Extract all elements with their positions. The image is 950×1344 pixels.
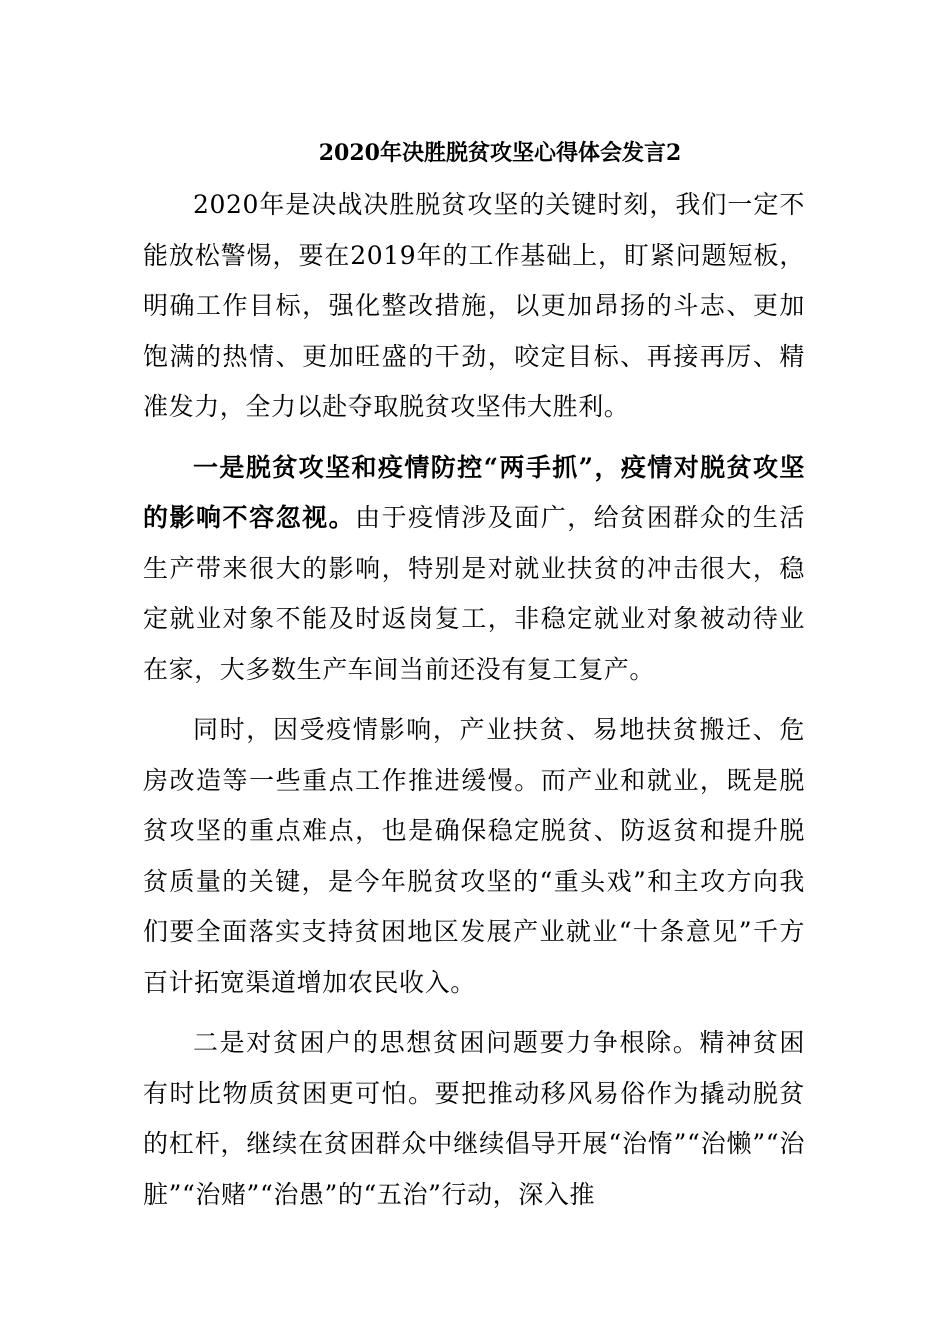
paragraph-4-text: 二是对贫困户的思想贫困问题要力争根除。精神贫困有时比物质贫困更可怕。要把推动移风易俗作为撬动脱贫的杠杆，继续在贫困群众中继续倡导开展“治惰”“治懒”“治脏”“治赌”“治愚”的“五治”行动，深入推 bbox=[143, 1028, 805, 1209]
paragraph-3 bbox=[143, 705, 805, 1008]
paragraph-1-text: 2020年是决战决胜脱贫攻坚的关键时刻，我们一定不能放松警惕，要在2019年的工作基础上，盯紧问题短板，明确工作目标，强化整改措施，以更加昂扬的斗志、更加饱满的热情、更加旺盛的干劲，咬定目标、再接再厉、精准发力，全力以赴夺取脱贫攻坚伟大胜利。 bbox=[143, 190, 805, 421]
paragraph-3-text: 同时，因受疫情影响，产业扶贫、易地扶贫搬迁、危房改造等一些重点工作推进缓慢。而产业和就业，既是脱贫攻坚的重点难点，也是确保稳定脱贫、防返贫和提升脱贫质量的关键，是今年脱贫攻坚的“重头戏”和主攻方向我们要全面落实支持贫困地区发展产业就业“十条意见”千方百计拓宽渠道增加农民收入。 bbox=[143, 715, 805, 997]
document-body bbox=[143, 180, 805, 1220]
paragraph-2-lead: 一是脱贫攻坚和疫情防控“两手抓”，疫情对脱贫攻坚的影响不容忽视。 bbox=[143, 452, 805, 532]
paragraph-4 bbox=[143, 1018, 805, 1220]
paragraph-2-text: 由于疫情涉及面广，给贫困群众的生活生产带来很大的影响，特别是对就业扶贫的冲击很大，稳定就业对象不能及时返岗复工，非稳定就业对象被动待业在家，大多数生产车间当前还没有复工复产。 bbox=[143, 503, 805, 684]
document-title: 2020年决胜脱贫攻坚心得体会发言2 bbox=[318, 140, 682, 166]
paragraph-1 bbox=[143, 180, 805, 433]
paragraph-2 bbox=[143, 443, 805, 696]
